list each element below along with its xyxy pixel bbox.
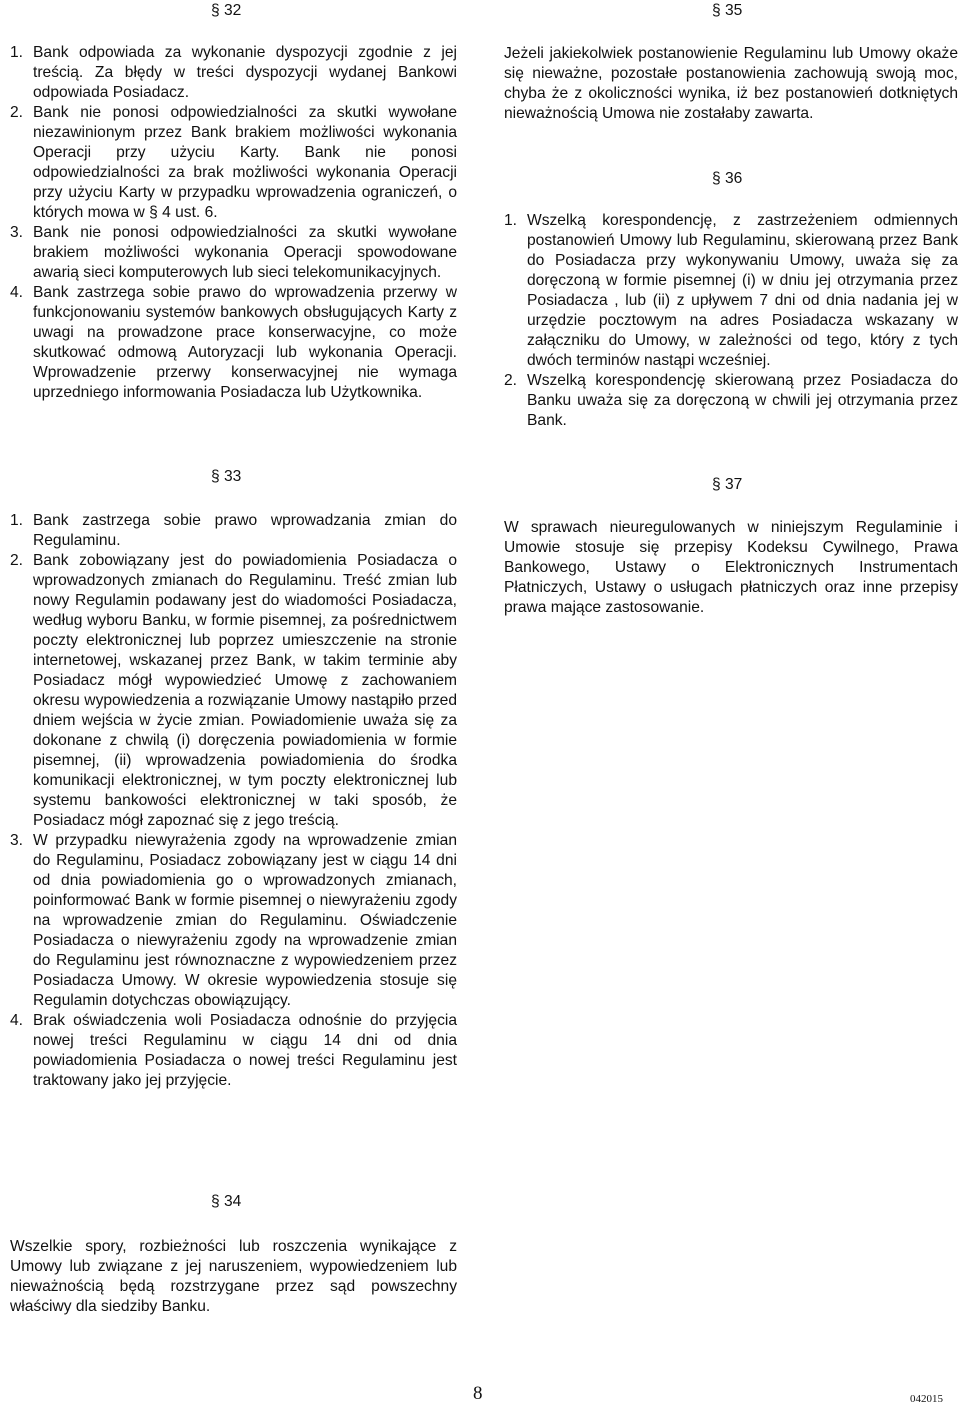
section-34-paragraph: Wszelkie spory, rozbieżności lub roszczenia wynikające z Umowy lub związane z jej naruszeniem, wypowiedzeniem lub nieważnością będą rozstrzygane przez sąd powszechny właściwy dla siedziby Banku. [10, 1238, 457, 1315]
section-heading-32: § 32 [211, 2, 242, 19]
section-heading-37: § 37 [712, 476, 743, 493]
document-code: 042015 [910, 1393, 943, 1405]
list-item: 2. Bank zobowiązany jest do powiadomienia Posiadacza o wprowadzonych zmianach do Regulaminu. Treść zmian lub nowy Regulamin podawany jest do wiadomości Posiadacza, według wyboru Banku, w formie pisemnej, za pośrednictwem poczty elektronicznej lub poprzez umieszczenie na stronie internetowej, wskazanej przez Bank, w takim terminie aby Posiadacz mógł wypowiedzieć Umowę z zachowaniem okresu wypowiedzenia a rozwiązanie Umowy nastąpiło przed dniem wejścia w życie zmian. Powiadomienie uważa się za dokonane z chwilą (i) doręczenia powiadomienia w formie pisemnej, (ii) wprowadzenia powiadomienia do środka komunikacji elektronicznej, w tym poczty elektronicznej lub systemu bankowości elektronicznej w taki sposób, że Posiadacz mógł zapoznać się z jego treścią. [10, 552, 457, 829]
list-item: 2. Wszelką korespondencję skierowaną przez Posiadacza do Banku uważa się za doręczoną w chwili jej otrzymania przez Bank. [504, 372, 958, 429]
section-32-list [10, 43, 457, 403]
section-36-list [504, 211, 958, 431]
section-heading-34: § 34 [211, 1193, 242, 1210]
section-heading-33: § 33 [211, 468, 242, 485]
page-number: 8 [473, 1383, 483, 1404]
list-item: 4. Brak oświadczenia woli Posiadacza odnośnie do przyjęcia nowej treści Regulaminu w ciągu 14 dni od dnia powiadomienia Posiadacza o nowej treści Regulaminu jest traktowany jako jej przyjęcie. [10, 1012, 457, 1089]
section-37-paragraph: W sprawach nieuregulowanych w niniejszym Regulaminie i Umowie stosuje się przepisy Kodeksu Cywilnego, Prawa Bankowego, Ustawy o Elektronicznych Instrumentach Płatniczych, Ustawy o usługach płatniczych oraz inne przepisy prawa mające zastosowanie. [504, 519, 958, 616]
list-item: 1. Wszelką korespondencję, z zastrzeżeniem odmiennych postanowień Umowy lub Regulaminu, skierowaną przez Bank do Posiadacza przy wykonywaniu Umowy, uważa się za doręczoną w formie pisemnej (i) w dniu jej otrzymania przez Posiadacza , lub (ii) z upływem 7 dni od dnia nadania jej w urzędzie pocztowym na adres Posiadacza wskazany w załączniku do Umowy, w zależności od tego, który z tych dwóch terminów nastąpi wcześniej. [504, 212, 958, 369]
list-item: 1. Bank odpowiada za wykonanie dyspozycji zgodnie z jej treścią. Za błędy w treści dyspozycji wydanej Bankowi odpowiada Posiadacz. [10, 44, 457, 101]
list-item: 2. Bank nie ponosi odpowiedzialności za skutki wywołane niezawinionym przez Bank brakiem możliwości wykonania Operacji przy użyciu Karty. Bank nie ponosi odpowiedzialności za brak możliwości wykonania Operacji przy użyciu Karty w przypadku wprowadzenia ograniczeń, o których mowa w § 4 ust. 6. [10, 104, 457, 221]
list-item: 4. Bank zastrzega sobie prawo do wprowadzenia przerwy w funkcjonowaniu systemów bankowych obsługujących Karty z uwagi na prowadzone prace konserwacyjne, co może skutkować odmową Autoryzacji lub wykonania Operacji. Wprowadzenie przerwy konserwacyjnej nie wymaga uprzedniego informowania Posiadacza lub Użytkownika. [10, 284, 457, 401]
section-35-paragraph: Jeżeli jakiekolwiek postanowienie Regulaminu lub Umowy okaże się nieważne, pozostałe postanowienia zachowują swoją moc, chyba że z okoliczności wynika, iż bez postanowień dotkniętych nieważnością Umowa nie zostałaby zawarta. [504, 45, 958, 122]
list-item: 1. Bank zastrzega sobie prawo wprowadzania zmian do Regulaminu. [10, 512, 457, 549]
section-heading-36: § 36 [712, 170, 743, 187]
list-item: 3. W przypadku niewyrażenia zgody na wprowadzenie zmian do Regulaminu, Posiadacz zobowiązany jest w ciągu 14 dni od dnia powiadomienia go o wprowadzonych zmianach, poinformować Bank w formie pisemnej o niewyrażeniu zgody na wprowadzenie zmian do Regulaminu. Oświadczenie Posiadacza o niewyrażeniu zgody na wprowadzenie zmian do Regulaminu jest równoznaczne z wypowiedzeniem przez Posiadacza Umowy. W okresie wypowiedzenia stosuje się Regulamin dotychczas obowiązujący. [10, 832, 457, 1009]
list-item: 3. Bank nie ponosi odpowiedzialności za skutki wywołane brakiem możliwości wykonania Operacji spowodowane awarią sieci komputerowych lub sieci telekomunikacyjnych. [10, 224, 457, 281]
section-33-list [10, 511, 457, 1091]
section-heading-35: § 35 [712, 2, 743, 19]
